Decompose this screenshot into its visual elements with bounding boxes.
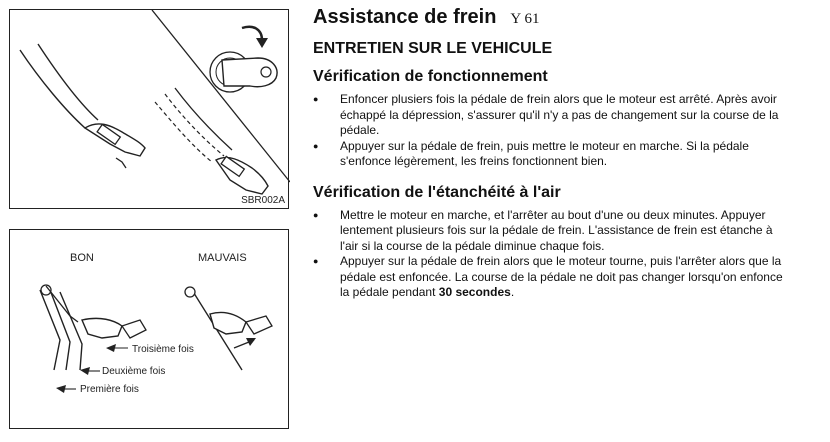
page-title: Assistance de frein [313, 6, 497, 28]
label-bad: MAUVAIS [198, 252, 247, 264]
label-third-time: Troisième fois [132, 344, 194, 355]
check-airtight-title: Vérification de l'étanchéité à l'air [313, 183, 561, 201]
list-item: ● Enfoncer plusiers fois la pédale de frein alors que le moteur est arrêté. Après avoir échappé la dépression, s'assurer qu'il n'y a pas de changement sur la course de la pédale. [313, 92, 783, 139]
list-item: ● Mettre le moteur en marche, et l'arrêter au bout d'une ou deux minutes. Appuyer lentement plusieurs fois sur la pédale de frein. L'assistance de frein est étanche à l'air si la course de la pédale diminue chaque fois. [313, 208, 783, 255]
figure-code: SBR002A [241, 195, 285, 206]
check-operation-list [313, 92, 783, 170]
check-airtight-list [313, 208, 783, 301]
content-column [313, 6, 783, 301]
list-item: ● Appuyer sur la pédale de frein, puis mettre le moteur en marche. Si la pédale s'enfonce légèrement, les freins fonctionnent bien. [313, 139, 783, 170]
label-second-time: Deuxième fois [102, 366, 166, 377]
list-item-emphasis [313, 254, 783, 301]
figure-pedal-check [9, 9, 289, 209]
label-first-time: Première fois [80, 384, 139, 395]
label-good: BON [70, 252, 94, 264]
pedal-illustration [10, 10, 290, 210]
model-code: Y 61 [510, 11, 540, 27]
page-header [313, 6, 783, 36]
pedal-comparison-illustration [10, 230, 290, 430]
list-item-text: Appuyer sur la pédale de frein alors que le moteur tourne, puis l'arrêter alors que la pédale est enfoncée. La course de la pédale ne doit pas changer lorsqu'on enfonce la pédale pendant [340, 254, 783, 299]
duration-emphasis: 30 secondes [438, 285, 511, 299]
figure-pedal-comparison [9, 229, 289, 429]
list-item-trailing: . [510, 285, 515, 299]
check-operation-title: Vérification de fonctionnement [313, 68, 548, 85]
section-title: ENTRETIEN SUR LE VEHICULE [313, 40, 553, 57]
